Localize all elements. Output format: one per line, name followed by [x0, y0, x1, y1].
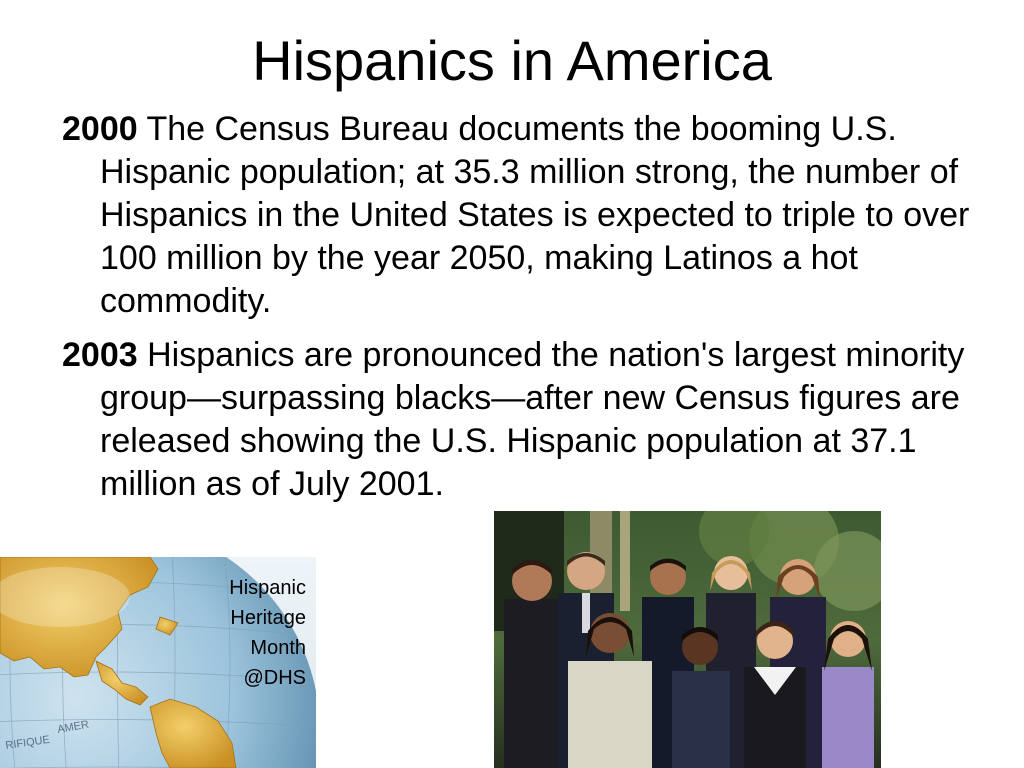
globe-image — [0, 557, 316, 768]
caption-line: Month — [250, 637, 306, 659]
svg-text:AMER: AMER — [56, 718, 90, 736]
entry-text: The Census Bureau documents the booming U.S. Hispanic population; at 35.3 million strong, the number of Hispanics in the United States is expected to triple to over 100 million by the year 2050, making Latinos a hot commodity. — [100, 110, 970, 320]
entry-2000 — [62, 108, 972, 323]
group-photo-icon — [494, 511, 881, 768]
entry-year: 2000 — [62, 110, 138, 148]
group-photo — [494, 511, 881, 768]
entry-year: 2003 — [62, 336, 138, 374]
slide-body — [62, 108, 972, 517]
caption-line: Hispanic — [229, 577, 306, 599]
globe-caption — [176, 573, 306, 693]
caption-line: Heritage — [230, 607, 306, 629]
slide-title: Hispanics in America — [252, 29, 772, 92]
entry-text: Hispanics are pronounced the nation's largest minority group—surpassing blacks—after new Census figures are released showing the U.S. Hispanic population at 37.1 million as of July 2001. — [100, 336, 965, 503]
caption-line: @DHS — [243, 667, 306, 689]
svg-text:RIFIQUE: RIFIQUE — [4, 733, 51, 752]
entry-2003 — [62, 334, 972, 506]
